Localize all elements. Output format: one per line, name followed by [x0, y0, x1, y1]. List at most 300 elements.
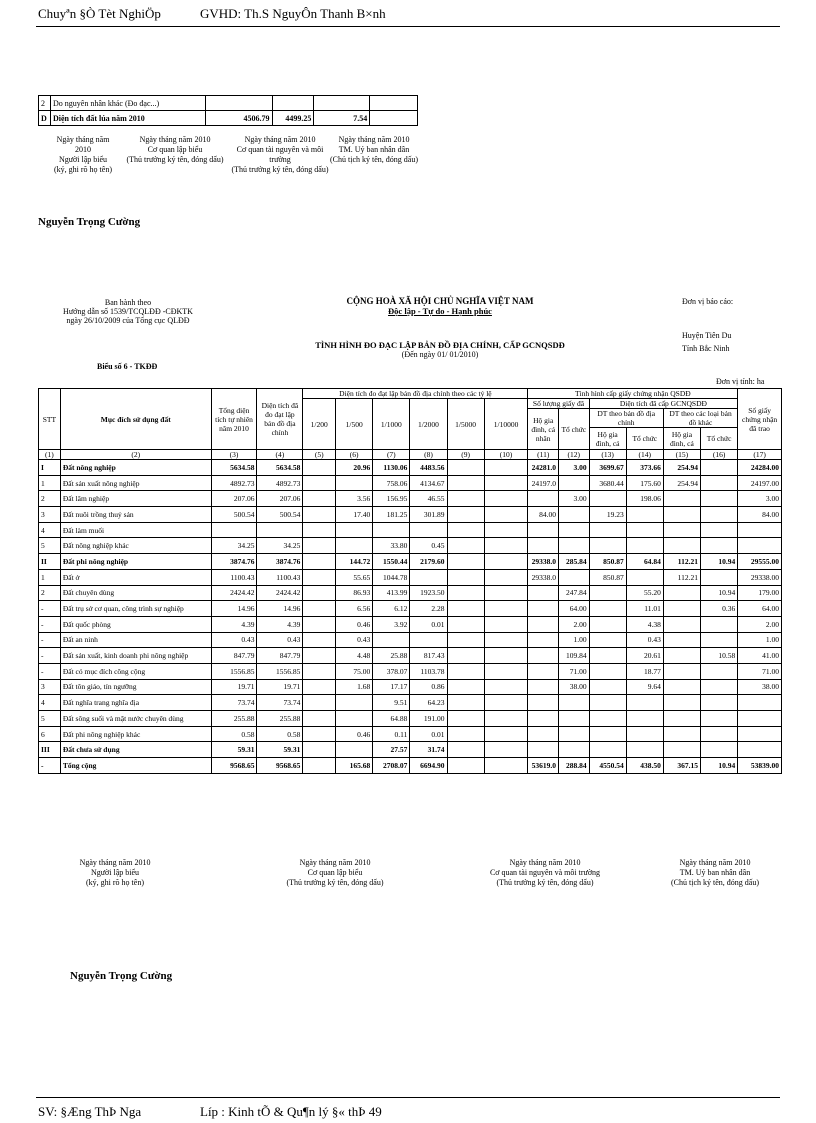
table-cell: 109.84 — [559, 648, 590, 664]
table-cell: 0.36 — [701, 601, 738, 617]
header-by-other: DT theo các loại bản đồ khác — [663, 409, 737, 428]
table-cell — [701, 522, 738, 538]
table-cell: 1556.85 — [257, 663, 303, 679]
table-cell: 19.71 — [257, 679, 303, 695]
table-cell — [484, 554, 528, 570]
table-row — [39, 742, 782, 758]
header-scale: 1/1000 — [373, 399, 410, 450]
table-cell: 10.94 — [701, 758, 738, 774]
table-cell — [447, 491, 484, 507]
table-cell: - — [39, 632, 61, 648]
table-cell: 2179.60 — [410, 554, 447, 570]
row-label: Đất an ninh — [60, 632, 211, 648]
table-cell: 247.84 — [559, 585, 590, 601]
table-cell — [589, 711, 626, 727]
table-cell: 64.88 — [373, 711, 410, 727]
table-cell: 0.43 — [257, 632, 303, 648]
table-cell: 31.74 — [410, 742, 447, 758]
table-cell: 20.96 — [336, 460, 373, 476]
table-cell — [484, 726, 528, 742]
table-cell — [303, 632, 336, 648]
column-number: (16) — [701, 450, 738, 460]
table-cell: 285.84 — [559, 554, 590, 570]
header-purpose: Mục đích sử dụng đất — [60, 389, 211, 450]
table-cell — [447, 460, 484, 476]
table-cell: 4.48 — [336, 648, 373, 664]
table-cell — [738, 742, 782, 758]
table-cell — [447, 726, 484, 742]
header-total-cert: Số giấy chứng nhận đã trao — [738, 389, 782, 450]
table-cell — [484, 601, 528, 617]
table-cell — [701, 663, 738, 679]
table-cell: - — [39, 758, 61, 774]
table-cell — [447, 742, 484, 758]
table-cell: 1100.43 — [257, 569, 303, 585]
table-cell — [303, 679, 336, 695]
table-cell: - — [39, 616, 61, 632]
table-cell: 75.00 — [336, 663, 373, 679]
row-label: Đất chưa sử dụng — [60, 742, 211, 758]
table-cell — [484, 475, 528, 491]
table-cell: 850.87 — [589, 569, 626, 585]
table-cell: 4.38 — [626, 616, 663, 632]
table-cell: 1 — [39, 475, 61, 491]
column-number: (7) — [373, 450, 410, 460]
table-cell — [211, 522, 257, 538]
header-mapped: Diện tích đã đo đạt lập bản đồ địa chính — [257, 389, 303, 450]
table-cell — [589, 538, 626, 554]
table-cell: 2.28 — [410, 601, 447, 617]
table-row — [39, 554, 782, 570]
table-cell: 0.43 — [211, 632, 257, 648]
table-cell: 0.46 — [336, 726, 373, 742]
table-cell — [701, 742, 738, 758]
table-cell — [447, 663, 484, 679]
table-cell: 4.39 — [211, 616, 257, 632]
table-cell: 112.21 — [663, 554, 700, 570]
table-cell — [257, 522, 303, 538]
table-cell — [528, 491, 559, 507]
cell: 2 — [39, 96, 51, 111]
table-cell: I — [39, 460, 61, 476]
table-cell — [701, 538, 738, 554]
district: Huyện Tiên Du — [682, 331, 732, 340]
table-cell — [303, 601, 336, 617]
table-cell — [626, 711, 663, 727]
table-cell — [663, 616, 700, 632]
table-cell — [373, 632, 410, 648]
header-scale: 1/200 — [303, 399, 336, 450]
province: Tỉnh Bắc Ninh — [682, 344, 730, 353]
table-cell: 3.92 — [373, 616, 410, 632]
table-cell — [484, 460, 528, 476]
table-cell — [447, 585, 484, 601]
row-label: Đất có mục đích công cộng — [60, 663, 211, 679]
table-cell — [303, 616, 336, 632]
table-cell — [303, 648, 336, 664]
table-cell: 0.58 — [211, 726, 257, 742]
table-cell: 4134.67 — [410, 475, 447, 491]
column-number: (2) — [60, 450, 211, 460]
table-cell — [447, 475, 484, 491]
header-area-cert: Diện tích đã cấp GCNQSDĐ — [589, 399, 738, 409]
table-cell: 64.00 — [738, 601, 782, 617]
table-cell: 34.25 — [257, 538, 303, 554]
report-title: TÌNH HÌNH ĐO ĐẠC LẬP BẢN ĐỒ ĐỊA CHÍNH, CẤP GCNQSDĐ (Đến ngày 01/ 01/2010) — [315, 340, 565, 359]
table-cell: 112.21 — [663, 569, 700, 585]
table-cell: 3 — [39, 679, 61, 695]
table-cell — [336, 695, 373, 711]
table-cell: 53619.0 — [528, 758, 559, 774]
row-label: Đất sản xuất, kinh doanh phi nông nghiệp — [60, 648, 211, 664]
table-cell — [484, 695, 528, 711]
table-cell: 6694.90 — [410, 758, 447, 774]
table-cell — [589, 695, 626, 711]
table-cell: 0.43 — [626, 632, 663, 648]
column-number: (5) — [303, 450, 336, 460]
table-cell: 1103.78 — [410, 663, 447, 679]
table-cell: 14.96 — [211, 601, 257, 617]
header-scale: 1/500 — [336, 399, 373, 450]
table-cell: 34.25 — [211, 538, 257, 554]
table-cell — [410, 522, 447, 538]
header-org: Tổ chức — [701, 428, 738, 450]
table-cell — [528, 663, 559, 679]
table-cell: 413.99 — [373, 585, 410, 601]
header-total: Tổng diện tích tự nhiên năm 2010 — [211, 389, 257, 450]
table-cell — [303, 726, 336, 742]
table-cell — [447, 711, 484, 727]
table-cell: 378.07 — [373, 663, 410, 679]
header-stt: STT — [39, 389, 61, 450]
table-cell — [701, 679, 738, 695]
table-cell — [589, 663, 626, 679]
table-cell — [663, 522, 700, 538]
row-label: Đất làm muối — [60, 522, 211, 538]
table-row — [39, 522, 782, 538]
table-cell: 46.55 — [410, 491, 447, 507]
table-cell — [559, 726, 590, 742]
table-cell: 9568.65 — [257, 758, 303, 774]
table-cell — [528, 632, 559, 648]
bottom-signature-1: Ngày tháng năm 2010 Người lập biểu (ký, ghi rõ họ tên) — [79, 858, 151, 887]
table-cell — [663, 491, 700, 507]
table-cell: 19.71 — [211, 679, 257, 695]
table-cell — [528, 538, 559, 554]
cell: 4499.25 — [272, 111, 314, 126]
table-cell — [589, 679, 626, 695]
table-cell: 301.89 — [410, 507, 447, 523]
table-row — [39, 569, 782, 585]
table-cell: 1 — [39, 569, 61, 585]
table-cell — [528, 522, 559, 538]
table-cell — [410, 569, 447, 585]
table-row — [39, 585, 782, 601]
bottom-signature-4: Ngày tháng năm 2010 TM. Uỷ ban nhân dân (Chủ tịch ký tên, đóng dấu) — [671, 858, 759, 887]
table-cell — [589, 742, 626, 758]
row-label: Đất phi nông nghiệp — [60, 554, 211, 570]
bottom-signature-2: Ngày tháng năm 2010 Cơ quan lập biểu (Thủ trưởng ký tên, đóng dấu) — [286, 858, 384, 887]
table-cell — [484, 538, 528, 554]
table-cell — [663, 726, 700, 742]
table-cell: 73.74 — [211, 695, 257, 711]
table-cell — [528, 616, 559, 632]
header-group-cert: Tình hình cấp giấy chứng nhận QSDĐ — [528, 389, 738, 399]
table-cell: 6.12 — [373, 601, 410, 617]
table-cell: 25.88 — [373, 648, 410, 664]
row-label: Đất sông suối và mặt nước chuyên dùng — [60, 711, 211, 727]
top-signature-3: Ngày tháng năm 2010 Cơ quan tài nguyên và môi trường (Thủ trưởng ký tên, đóng dấu) — [231, 135, 329, 174]
table-cell: 847.79 — [257, 648, 303, 664]
table-cell: 0.45 — [410, 538, 447, 554]
table-cell: 29555.00 — [738, 554, 782, 570]
table-row — [39, 711, 782, 727]
bottom-signature-3: Ngày tháng năm 2010 Cơ quan tài nguyên và môi trường (Thủ trưởng ký tên, đóng dấu) — [489, 858, 601, 887]
table-cell — [336, 475, 373, 491]
table-cell — [738, 711, 782, 727]
table-row — [39, 96, 418, 111]
table-cell: 288.84 — [559, 758, 590, 774]
table-cell — [447, 522, 484, 538]
table-cell — [303, 460, 336, 476]
table-cell — [589, 601, 626, 617]
cell: Do nguyên nhân khác (Đo đạc...) — [50, 96, 205, 111]
row-label: Đất nông nghiệp khác — [60, 538, 211, 554]
table-cell — [303, 491, 336, 507]
table-cell: 9.64 — [626, 679, 663, 695]
table-cell: 254.94 — [663, 475, 700, 491]
table-cell — [589, 491, 626, 507]
table-cell — [663, 632, 700, 648]
table-cell — [663, 679, 700, 695]
table-cell: 1100.43 — [211, 569, 257, 585]
table-cell: 27.57 — [373, 742, 410, 758]
table-cell: II — [39, 554, 61, 570]
table-cell — [336, 742, 373, 758]
table-cell — [336, 711, 373, 727]
table-cell: 6 — [39, 726, 61, 742]
table-cell — [701, 711, 738, 727]
table-cell — [626, 522, 663, 538]
table-cell — [701, 507, 738, 523]
table-cell: 5 — [39, 538, 61, 554]
table-row — [39, 601, 782, 617]
table-cell — [701, 569, 738, 585]
table-cell — [559, 522, 590, 538]
table-cell: 84.00 — [528, 507, 559, 523]
table-cell: - — [39, 648, 61, 664]
table-cell — [303, 538, 336, 554]
table-row — [39, 663, 782, 679]
top-signature-2: Ngày tháng năm 2010 Cơ quan lập biểu (Thủ trưởng ký tên, đóng dấu) — [126, 135, 224, 164]
table-cell: 255.88 — [257, 711, 303, 727]
table-cell — [663, 648, 700, 664]
table-cell: 2 — [39, 491, 61, 507]
table-cell: 10.94 — [701, 554, 738, 570]
table-cell: 255.88 — [211, 711, 257, 727]
table-cell — [528, 695, 559, 711]
table-row — [39, 475, 782, 491]
table-cell: 17.40 — [336, 507, 373, 523]
signer-name-bottom: Nguyễn Trọng Cường — [70, 970, 173, 982]
row-label: Đất trụ sở cơ quan, công trình sự nghiệp — [60, 601, 211, 617]
table-row — [39, 111, 418, 126]
table-cell: 9.51 — [373, 695, 410, 711]
table-cell — [738, 538, 782, 554]
table-cell: - — [39, 601, 61, 617]
table-cell: 2.00 — [738, 616, 782, 632]
table-cell: 3874.76 — [257, 554, 303, 570]
table-cell: 24281.0 — [528, 460, 559, 476]
table-cell — [589, 616, 626, 632]
table-cell: 73.74 — [257, 695, 303, 711]
table-cell — [303, 507, 336, 523]
cell — [272, 96, 314, 111]
header-center: GVHD: Th.S NguyÔn Thanh B×nh — [200, 6, 386, 21]
table-cell — [701, 491, 738, 507]
table-cell — [484, 585, 528, 601]
table-cell — [559, 538, 590, 554]
table-cell — [303, 663, 336, 679]
header-left: Chuyªn §Ò Tèt NghiÖp — [38, 6, 161, 21]
main-table — [38, 388, 782, 774]
row-label: Đất ở — [60, 569, 211, 585]
table-cell: 64.84 — [626, 554, 663, 570]
header-household: Hộ gia đình, cá nhân — [528, 409, 559, 450]
table-cell: 850.87 — [589, 554, 626, 570]
table-cell — [410, 632, 447, 648]
table-row — [39, 616, 782, 632]
table-row — [39, 695, 782, 711]
cell: Diện tích đất lúa năm 2010 — [50, 111, 205, 126]
table-cell: 64.00 — [559, 601, 590, 617]
table-cell: 59.31 — [257, 742, 303, 758]
table-cell — [528, 742, 559, 758]
row-label: Đất nghĩa trang nghĩa địa — [60, 695, 211, 711]
table-cell: 181.25 — [373, 507, 410, 523]
column-number: (15) — [663, 450, 700, 460]
table-cell: 3.00 — [559, 491, 590, 507]
table-cell — [559, 742, 590, 758]
table-cell: 3.00 — [738, 491, 782, 507]
header-org: Tổ chức — [626, 428, 663, 450]
table-cell — [589, 585, 626, 601]
table-cell — [626, 742, 663, 758]
column-number: (4) — [257, 450, 303, 460]
table-cell — [336, 522, 373, 538]
header-rule — [36, 26, 780, 27]
table-cell: 207.06 — [211, 491, 257, 507]
table-cell — [303, 569, 336, 585]
table-cell — [447, 758, 484, 774]
table-cell: 0.01 — [410, 726, 447, 742]
table-cell — [303, 758, 336, 774]
table-cell: 1130.06 — [373, 460, 410, 476]
table-cell — [663, 711, 700, 727]
table-cell — [589, 648, 626, 664]
table-cell: 165.68 — [336, 758, 373, 774]
table-cell — [484, 679, 528, 695]
table-cell — [701, 460, 738, 476]
table-cell — [559, 507, 590, 523]
table-cell — [738, 726, 782, 742]
table-cell — [559, 711, 590, 727]
table-cell — [589, 632, 626, 648]
table-cell: 1.68 — [336, 679, 373, 695]
table-cell — [484, 742, 528, 758]
table-cell — [626, 726, 663, 742]
table-cell — [528, 648, 559, 664]
table-cell: 0.01 — [410, 616, 447, 632]
table-cell — [663, 585, 700, 601]
table-row — [39, 758, 782, 774]
table-cell: 156.95 — [373, 491, 410, 507]
table-cell — [663, 742, 700, 758]
table-cell — [484, 616, 528, 632]
table-cell: 438.50 — [626, 758, 663, 774]
table-cell — [701, 695, 738, 711]
table-row — [39, 507, 782, 523]
table-cell: 144.72 — [336, 554, 373, 570]
table-row — [39, 632, 782, 648]
table-cell — [701, 726, 738, 742]
table-cell — [626, 507, 663, 523]
table-cell: 0.11 — [373, 726, 410, 742]
table-cell: 3680.44 — [589, 475, 626, 491]
table-cell — [701, 632, 738, 648]
table-cell — [528, 601, 559, 617]
header-household: Hộ gia đình, cá — [663, 428, 700, 450]
header-scale: 1/2000 — [410, 399, 447, 450]
top-table — [38, 95, 418, 126]
table-cell: 24197.0 — [528, 475, 559, 491]
table-cell: - — [39, 663, 61, 679]
table-cell — [663, 695, 700, 711]
cell: 7.54 — [314, 111, 370, 126]
table-cell: 254.94 — [663, 460, 700, 476]
table-cell — [373, 522, 410, 538]
footer-rule — [36, 1097, 780, 1098]
table-cell: 5634.58 — [257, 460, 303, 476]
form-number: Biểu số 6 - TKĐĐ — [97, 362, 158, 371]
table-row — [39, 679, 782, 695]
row-label: Đất lâm nghiệp — [60, 491, 211, 507]
table-cell — [303, 585, 336, 601]
table-cell — [663, 538, 700, 554]
table-cell: 11.01 — [626, 601, 663, 617]
table-row — [39, 491, 782, 507]
table-cell: 38.00 — [559, 679, 590, 695]
table-row — [39, 726, 782, 742]
table-cell: 18.77 — [626, 663, 663, 679]
table-cell: 10.94 — [701, 585, 738, 601]
table-cell: 1044.78 — [373, 569, 410, 585]
table-cell: 5 — [39, 711, 61, 727]
table-cell: 4483.56 — [410, 460, 447, 476]
table-cell — [701, 616, 738, 632]
cell — [205, 96, 272, 111]
table-cell: 2424.42 — [211, 585, 257, 601]
table-cell: 817.43 — [410, 648, 447, 664]
table-row — [39, 538, 782, 554]
table-cell — [303, 522, 336, 538]
signer-name-top: Nguyễn Trọng Cường — [38, 216, 141, 228]
table-cell — [336, 538, 373, 554]
top-signature-1: Ngày tháng năm 2010 Người lập biểu (ký, ghi rõ họ tên) — [54, 135, 112, 174]
table-cell: 71.00 — [738, 663, 782, 679]
table-cell — [303, 554, 336, 570]
table-cell: 24284.00 — [738, 460, 782, 476]
